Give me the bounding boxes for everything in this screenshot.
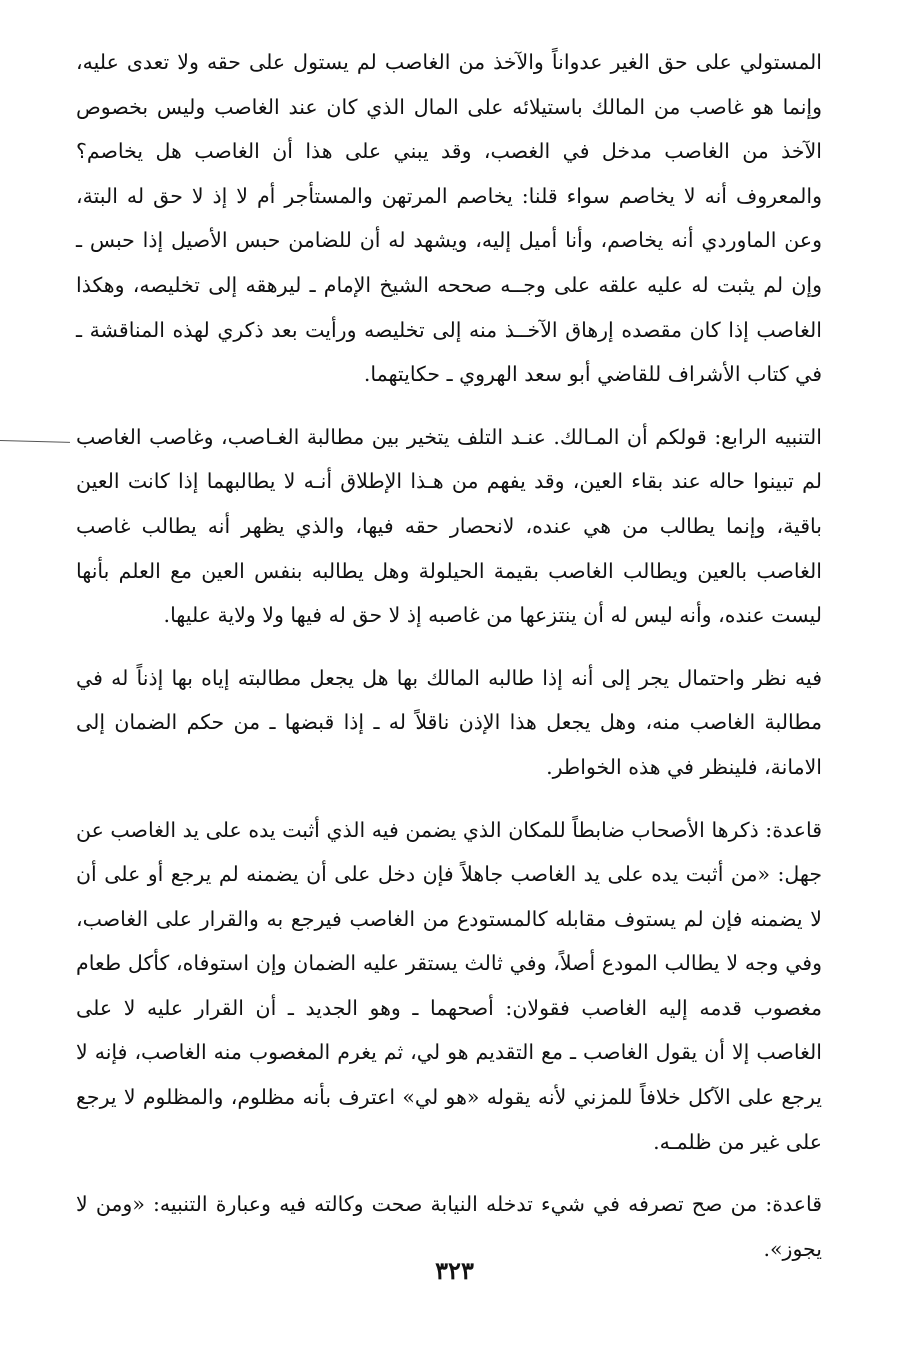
paragraph-2: التنبيه الرابع: قولكم أن المـالك. عنـد التلف يتخير بين مطالبة الغـاصب، وغاصب الغاصب لم تبينوا حاله عند بقاء العين، وقد يفهم من هـذا الإطلاق أنـه لا يطالبهما إذا كانت العين باقية، وإنما يطالب من هي عنده، لانحصار حقه فيها، والذي يظهر أنه يطالب غاصب الغاصب بالعين ويطالب الغاصب بقيمة الحيلولة وهل يطالبه بنفس العين مع العلم بأنها ليست عنده، وأنه ليس له أن ينتزعها من غاصبه إذ لا حق له فيها ولا ولاية عليها. — [76, 424, 822, 628]
paragraph-1: المستولي على حق الغير عدواناً والآخذ من الغاصب لم يستول على حقه ولا تعدى عليه، وإنما هو غاصب من المالك باستيلائه على المال الذي كان عند الغاصب وليس بخصوص الآخذ من الغاصب مدخل في الغصب، وقد يبني على هذا أن الغاصب هل يخاصم؟ والمعروف أنه لا يخاصم سواء قلنا: يخاصم المرتهن والمستأجر أم لا إذ لا حق له البتة، وعن الماوردي أنه يخاصم، وأنا أميل إليه، ويشهد له أن للضامن حبس الأصيل إذا حبس ـ وإن لم يثبت له عليه علقه على وجــه صححه الشيخ الإمام ـ ليرهقه إلى تخليصه، وهكذا الغاصب إذا كان مقصده إرهاق الآخــذ منه إلى تخليصه ورأيت بعد ذكري لهذه المناقشة ـ في كتاب الأشراف للقاضي أبو سعد الهروي ـ حكايتهما. — [76, 50, 822, 387]
scan-artifact-line — [0, 440, 70, 443]
paragraph-5: قاعدة: من صح تصرفه في شيء تدخله النيابة صحت وكالته فيه وعبارة التنبيه: «ومن لا يجوز». — [76, 1192, 822, 1261]
page-number: ٣٢٣ — [435, 1256, 474, 1285]
body-text — [76, 40, 822, 1271]
paragraph-4: قاعدة: ذكرها الأصحاب ضابطاً للمكان الذي يضمن فيه الذي أثبت يده على يد الغاصب عن جهل: «من أثبت يده على يد الغاصب جاهلاً فإن دخل على أن يضمنه لم يرجع أو على أن لا يضمنه فإن لم يستوف مقابله كالمستودع من الغاصب فيرجع به والقرار على الغاصب، وفي وجه لا يطالب المودع أصلاً، وفي ثالث يستقر عليه الضمان وإن استوفاه، كأكل طعام مغصوب قدمه إليه الغاصب فقولان: أصحهما ـ وهو الجديد ـ أن القرار عليه لا على الغاصب إلا أن يقول الغاصب ـ مع التقديم هو لي، ثم يغرم المغصوب منه الغاصب، فإنه لا يرجع على الآكل خلافاً للمزني لأنه يقوله «هو لي» اعترف بأنه مظلوم، والمظلوم لا يرجع على غير من ظلمـه. — [76, 817, 822, 1154]
paragraph-3: فيه نظر واحتمال يجر إلى أنه إذا طالبه المالك بها هل يجعل مطالبته إياه بها إذناً له في مطالبة الغاصب منه، وهل يجعل هذا الإذن ناقلاً له ـ إذا قبضها ـ من حكم الضمان إلى الامانة، فلينظر في هذه الخواطر. — [76, 665, 822, 779]
